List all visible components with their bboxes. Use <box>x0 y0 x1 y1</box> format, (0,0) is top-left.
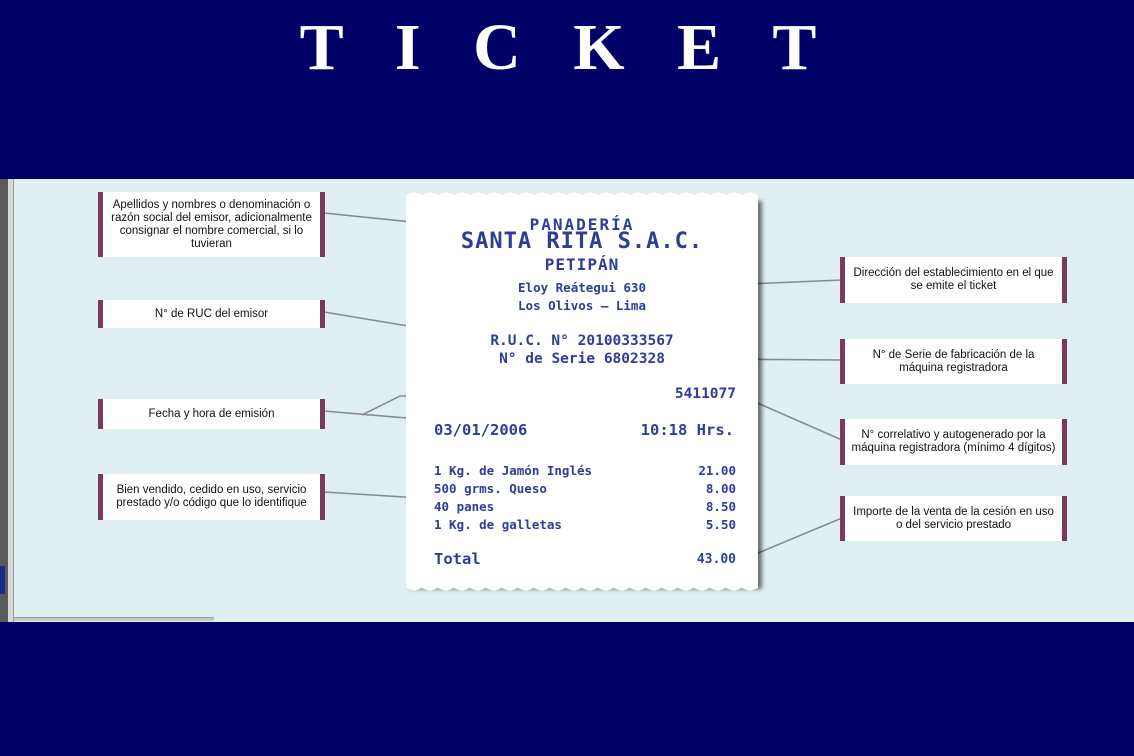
receipt-company: SANTA RITA S.A.C. <box>460 229 704 254</box>
receipt-correlativo: 5411077 <box>674 386 736 402</box>
item-description: 1 Kg. de Jamón Inglés <box>434 463 593 478</box>
label-importe: Importe de la venta de la cesión en uso o del servicio prestado <box>840 496 1067 541</box>
label-direccion: Dirección del establecimiento en el que se emite el ticket <box>840 257 1067 303</box>
label-ruc: N° de RUC del emisor <box>98 300 325 328</box>
item-description: 40 panes <box>434 499 495 514</box>
receipt-date: 03/01/2006 <box>434 421 528 439</box>
receipt-ruc: R.U.C. N° 20100333567 <box>490 333 674 349</box>
label-serie: N° de Serie de fabricación de la máquina registradora <box>840 339 1067 384</box>
label-correlativo: N° correlativo y autogenerado por la máquina registradora (mínimo 4 dígitos) <box>840 419 1067 465</box>
item-amount: 5.50 <box>705 517 736 532</box>
receipt-business-type: PANADERÍA <box>529 215 635 234</box>
receipt-address-1: Eloy Reátegui 630 <box>518 280 646 295</box>
label-fecha: Fecha y hora de emisión <box>98 399 325 429</box>
left-marker <box>0 566 5 594</box>
label-bien: Bien vendido, cedido en uso, servicio prestado y/o código que lo identifique <box>98 474 325 520</box>
side-stripe-inner <box>8 179 14 622</box>
label-emisor: Apellidos y nombres o denominación o razón social del emisor, adicionalmente consignar el nombre comercial, si lo tuvieran <box>98 192 325 257</box>
side-stripe <box>0 179 8 622</box>
receipt-time: 10:18 Hrs. <box>640 421 734 439</box>
receipt-serie: N° de Serie 6802328 <box>499 351 665 367</box>
receipt-total-amount: 43.00 <box>696 552 736 567</box>
item-amount: 8.50 <box>705 499 736 514</box>
receipt-bottom-edge <box>406 585 758 591</box>
item-amount: 8.00 <box>705 481 736 496</box>
item-description: 500 grms. Queso <box>434 481 547 496</box>
item-description: 1 Kg. de galletas <box>434 517 562 532</box>
receipt-total-label: Total <box>434 550 481 568</box>
slide-title: T I C K E T <box>299 11 835 84</box>
scroll-bar <box>14 617 214 621</box>
receipt <box>406 197 758 585</box>
item-amount: 21.00 <box>698 463 736 478</box>
receipt-address-2: Los Olivos – Lima <box>518 298 646 313</box>
receipt-trade-name: PETIPÁN <box>544 255 620 274</box>
